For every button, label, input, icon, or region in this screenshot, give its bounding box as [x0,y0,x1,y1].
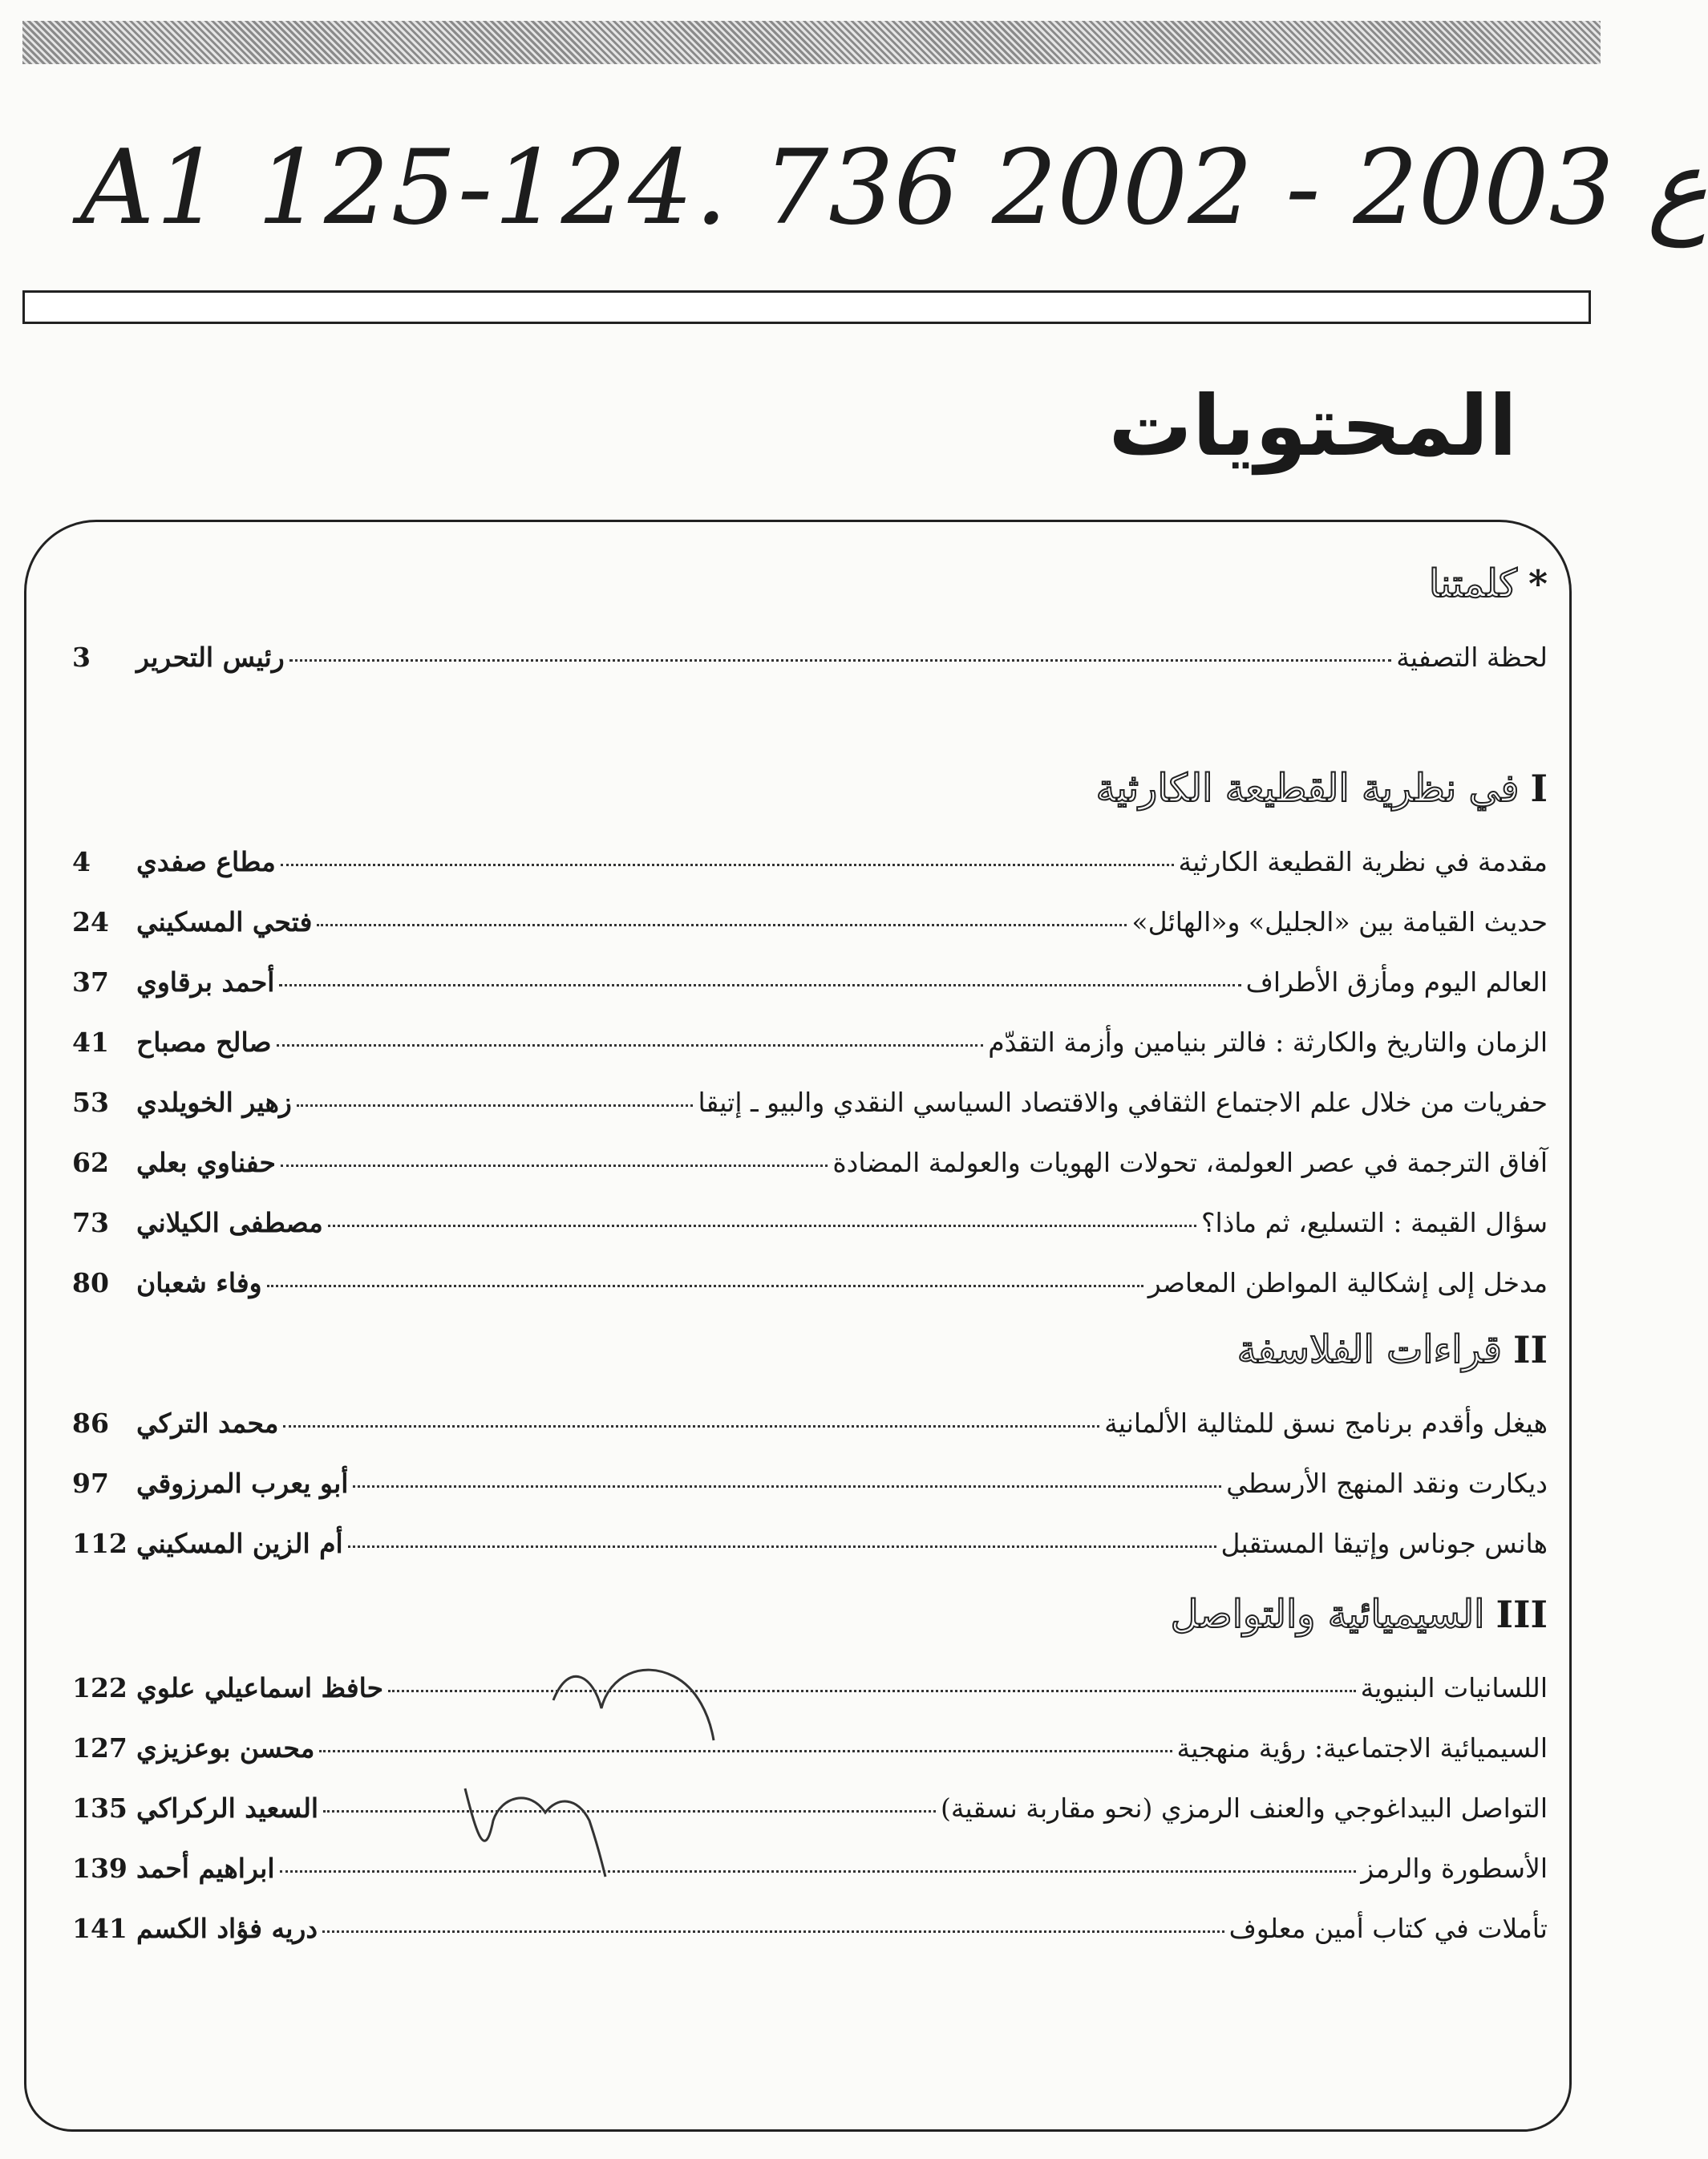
entry-author: محسن بوعزيزي [136,1732,315,1764]
handwritten-catalog-note: A1 125-124. ع 2003 - 2002 736 [80,128,1708,248]
entry-title: مدخل إلى إشكالية المواطن المعاصر [1147,1267,1548,1298]
entry-page-number: 97 [72,1468,109,1499]
toc-entry[interactable] [72,846,1548,877]
dot-leader [322,1930,1224,1933]
dot-leader [267,1285,1143,1287]
top-halftone-band [22,21,1601,64]
section-title: كلمتنا [1428,561,1517,606]
entry-author: صالح مصباح [136,1027,272,1058]
dot-leader [353,1485,1221,1488]
section-number: I [1530,767,1548,810]
dot-leader [283,1425,1099,1428]
toc-entry[interactable] [72,1672,1548,1703]
entry-title: تأملات في كتاب أمين معلوف [1228,1913,1548,1944]
toc-entry[interactable] [72,1732,1548,1764]
dot-leader [279,984,1241,986]
entry-title: هانس جوناس وإتيقا المستقبل [1220,1528,1548,1559]
dot-leader [317,924,1127,926]
section-heading-editorial [1429,561,1548,606]
pencil-scribble-mark [545,1652,722,1748]
toc-entry[interactable] [72,1207,1548,1238]
entry-author: وفاء شعبان [136,1267,262,1298]
entry-page-number: 4 [72,846,91,877]
toc-entry[interactable] [72,966,1548,998]
section-heading-2 [1237,1327,1548,1372]
entry-page-number: 53 [72,1087,109,1118]
entry-author: مصطفى الكيلاني [136,1207,323,1238]
entry-title: السيميائية الاجتماعية: رؤية منهجية [1176,1732,1548,1764]
entry-page-number: 41 [72,1027,109,1058]
entry-title: لحظة التصفية [1396,642,1548,673]
dot-leader [277,1044,984,1047]
entry-author: زهير الخويلدي [136,1087,292,1118]
entry-page-number: 122 [72,1672,127,1703]
entry-author: حافظ اسماعيلي علوي [136,1672,384,1703]
entry-page-number: 112 [72,1528,127,1559]
toc-entry[interactable] [72,906,1548,938]
section-heading-3 [1171,1592,1548,1637]
entry-title: حفريات من خلال علم الاجتماع الثقافي والاقتصاد السياسي النقدي والبيو ـ إتيقا [698,1087,1548,1118]
entry-page-number: 3 [72,642,91,673]
entry-page-number: 62 [72,1147,109,1178]
toc-entry[interactable] [72,1087,1548,1118]
toc-entry[interactable] [72,1792,1548,1824]
entry-author: حفناوي بعلي [136,1147,276,1178]
entry-page-number: 80 [72,1267,109,1298]
entry-page-number: 127 [72,1732,127,1764]
dot-leader [281,1165,828,1167]
section-title: في نظرية القطيعة الكارثية [1095,766,1520,811]
toc-entry[interactable] [72,1913,1548,1944]
contents-frame [24,520,1572,2132]
entry-title: آفاق الترجمة في عصر العولمة، تحولات الهويات والعولمة المضادة [832,1147,1548,1178]
toc-entry[interactable] [72,1147,1548,1178]
entry-author: فتحي المسكيني [136,906,313,938]
section-number: * [1528,562,1548,606]
entry-title: هيغل وأقدم برنامج نسق للمثالية الألمانية [1104,1408,1548,1439]
toc-entry[interactable] [72,1853,1548,1884]
entry-author: محمد التركي [136,1408,279,1439]
entry-page-number: 24 [72,906,109,938]
entry-title: ديكارت ونقد المنهج الأرسطي [1226,1468,1548,1499]
entry-page-number: 141 [72,1913,127,1944]
page-title: المحتويات [1108,377,1517,475]
entry-page-number: 135 [72,1792,127,1824]
entry-author: أم الزين المسكيني [136,1528,343,1559]
entry-author: مطاع صفدي [136,846,276,877]
toc-entry[interactable] [72,1468,1548,1499]
dot-leader [280,1870,1357,1873]
entry-author: أبو يعرب المرزوقي [136,1468,349,1499]
entry-title: مقدمة في نظرية القطيعة الكارثية [1178,846,1548,877]
toc-entry[interactable] [72,1267,1548,1298]
dot-leader [323,1810,936,1813]
entry-page-number: 86 [72,1408,109,1439]
entry-author: السعيد الركراكي [136,1792,319,1824]
entry-page-number: 73 [72,1207,109,1238]
toc-entry[interactable] [72,1528,1548,1559]
section-title: قراءات الفلاسفة [1236,1327,1502,1372]
entry-title: سؤال القيمة : التسليع، ثم ماذا؟ [1200,1207,1548,1238]
toc-entry[interactable] [72,1027,1548,1058]
entry-author: أحمد برقاوي [136,966,275,998]
toc-entry[interactable] [72,1408,1548,1439]
dot-leader [388,1690,1356,1692]
section-heading-1 [1096,766,1548,811]
entry-title: الزمان والتاريخ والكارثة : فالتر بنيامين وأزمة التقدّم [988,1027,1548,1058]
entry-title: الأسطورة والرمز [1361,1853,1548,1884]
pencil-scribble-mark [457,1772,617,1885]
entry-author: دريه فؤاد الكسم [136,1913,318,1944]
section-number: III [1496,1593,1548,1636]
entry-title: العالم اليوم ومأزق الأطراف [1245,966,1548,998]
entry-title: التواصل البيداغوجي والعنف الرمزي (نحو مقاربة نسقية) [940,1792,1548,1824]
section-title: السيميائية والتواصل [1170,1592,1485,1637]
header-rule-box [22,290,1591,324]
entry-author: ابراهيم أحمد [136,1853,275,1884]
dot-leader [297,1104,694,1107]
entry-page-number: 139 [72,1853,127,1884]
dot-leader [319,1750,1172,1752]
toc-entry[interactable] [72,642,1548,673]
entry-title: حديث القيامة بين «الجليل» و«الهائل» [1131,906,1548,938]
entry-page-number: 37 [72,966,109,998]
dot-leader [348,1545,1216,1548]
dot-leader [328,1225,1196,1227]
section-number: II [1512,1328,1548,1371]
entry-title: اللسانيات البنيوية [1360,1672,1548,1703]
dot-leader [281,864,1174,866]
dot-leader [289,659,1392,662]
entry-author: رئيس التحرير [136,642,285,673]
